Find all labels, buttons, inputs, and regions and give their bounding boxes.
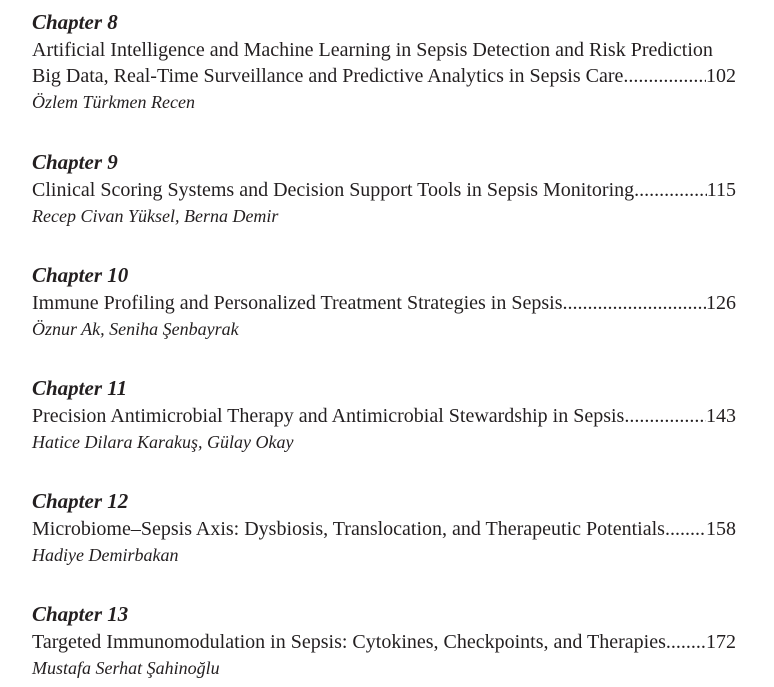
toc-entry-chapter-10 <box>32 264 736 342</box>
dot-leader <box>624 403 706 429</box>
chapter-authors: Mustafa Serhat Şahinoğlu <box>32 658 220 678</box>
chapter-authors: Hadiye Demirbakan <box>32 545 179 565</box>
dot-leader <box>634 177 707 203</box>
chapter-label: Chapter 13 <box>32 602 129 626</box>
dot-leader <box>665 516 706 542</box>
chapter-authors: Öznur Ak, Seniha Şenbayrak <box>32 319 239 339</box>
chapter-title: Precision Antimicrobial Therapy and Antimicrobial Stewardship in Sepsis <box>32 405 625 427</box>
toc-entry-chapter-9 <box>32 151 736 229</box>
chapter-authors: Recep Civan Yüksel, Berna Demir <box>32 206 279 226</box>
chapter-title-line <box>32 177 736 203</box>
chapter-label: Chapter 12 <box>32 489 129 513</box>
dot-leader <box>563 290 707 316</box>
chapter-title-line <box>32 290 736 316</box>
chapter-title: Artificial Intelligence and Machine Learning in Sepsis Detection and Risk Prediction <box>32 39 713 61</box>
toc-entry-chapter-12 <box>32 490 736 568</box>
page-number: 126 <box>706 292 736 314</box>
chapter-label: Chapter 8 <box>32 10 118 34</box>
page-number: 143 <box>706 405 736 427</box>
chapter-title-line <box>32 629 736 655</box>
dot-leader <box>666 629 706 655</box>
chapter-title: Microbiome–Sepsis Axis: Dysbiosis, Translocation, and Therapeutic Potentials <box>32 518 665 540</box>
page-number: 102 <box>706 65 736 87</box>
chapter-title-line <box>32 403 736 429</box>
chapter-title: Clinical Scoring Systems and Decision Support Tools in Sepsis Monitoring <box>32 179 635 201</box>
chapter-title-line-1 <box>32 37 736 63</box>
toc-entry-chapter-11 <box>32 377 736 455</box>
chapter-authors: Özlem Türkmen Recen <box>32 92 195 112</box>
dot-leader <box>623 63 706 89</box>
chapter-label: Chapter 10 <box>32 263 129 287</box>
toc-entry-chapter-8 <box>32 11 736 115</box>
chapter-label: Chapter 11 <box>32 376 128 400</box>
chapter-title: Targeted Immunomodulation in Sepsis: Cytokines, Checkpoints, and Therapies <box>32 631 666 653</box>
chapter-authors: Hatice Dilara Karakuş, Gülay Okay <box>32 432 294 452</box>
chapter-title: Immune Profiling and Personalized Treatment Strategies in Sepsis <box>32 292 563 314</box>
page-number: 172 <box>706 631 736 653</box>
toc-entry-chapter-13 <box>32 603 736 681</box>
chapter-title: Big Data, Real-Time Surveillance and Predictive Analytics in Sepsis Care <box>32 65 624 87</box>
chapter-label: Chapter 9 <box>32 150 118 174</box>
chapter-title-line <box>32 516 736 542</box>
page-number: 115 <box>706 179 736 201</box>
chapter-title-line-2 <box>32 63 736 89</box>
page-number: 158 <box>706 518 736 540</box>
